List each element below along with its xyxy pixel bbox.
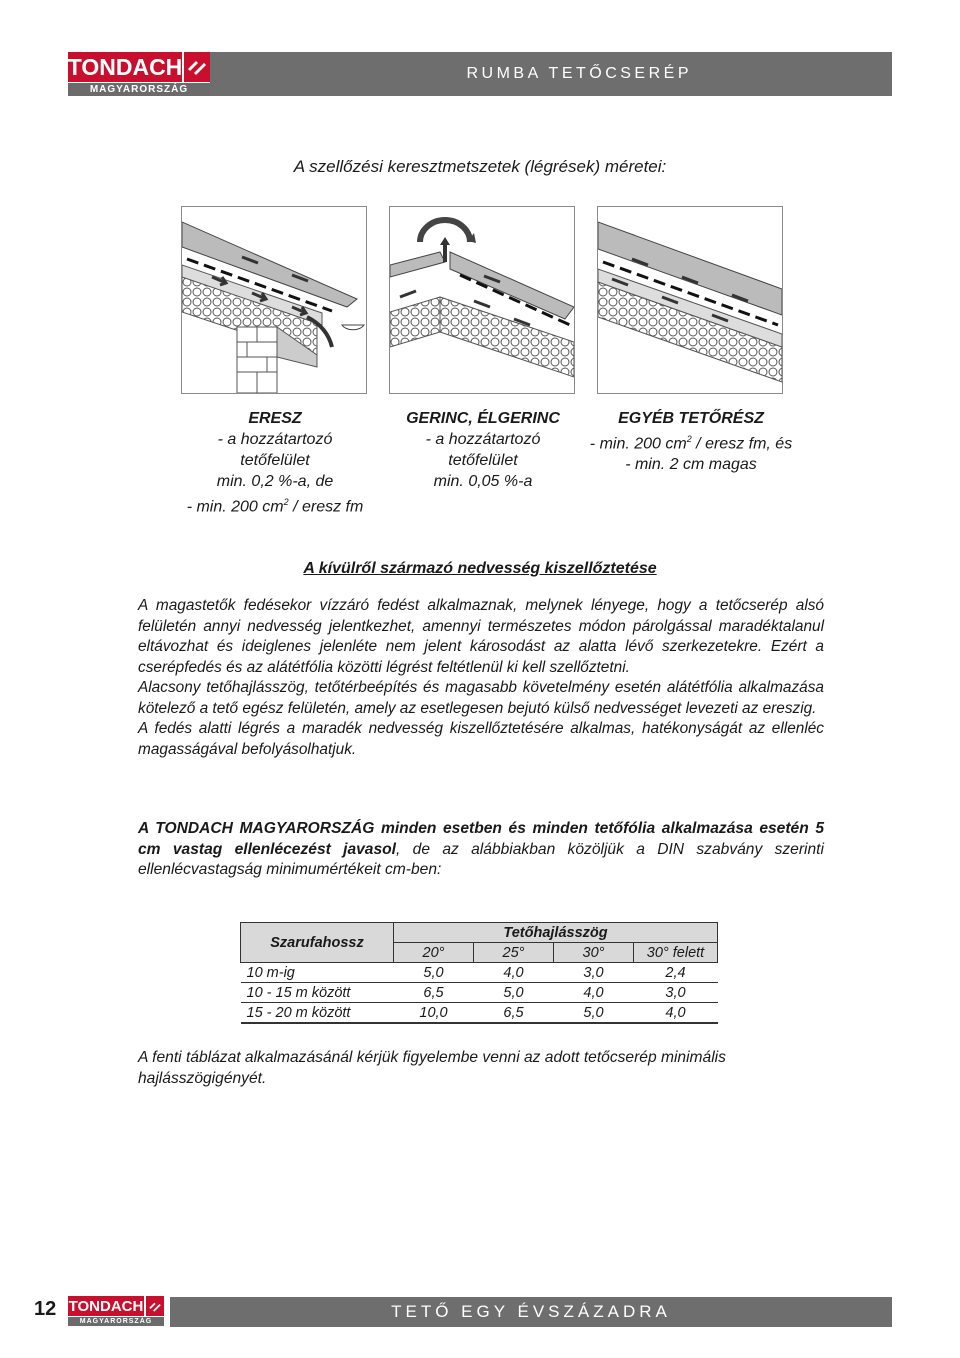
caption-ridge xyxy=(368,408,598,492)
caption-eaves-line: / eresz fm xyxy=(288,498,364,516)
paragraph: A magastetők fedésekor vízzáró fedést alkalmaznak, melynek lényege, hogy a tetőcserép alsó felületén annyi nedvesség jelentkezhet, amennyi természetes módon párolgással maradéktalanul eltávozhat és ideiglenes jelenléte nem jelent károsodást az alatta lévő szerkezetekre. Ezért a cserépfedés és az alátétfólia közötti légrést feltétlenül ki kell szellőztetni. xyxy=(138,597,824,676)
logo-subtitle: MAGYARORSZÁG xyxy=(68,1317,164,1326)
recommendation-rest: , de az alábbiakban közöljük a DIN szabvány szerinti ellenlécvastagság minimumértékeit cm-ben: xyxy=(138,840,824,878)
recommendation-paragraph xyxy=(138,819,824,881)
table-row xyxy=(241,983,718,1003)
caption-eaves-line: - min. 200 cm xyxy=(186,498,284,516)
group-header: Tetőhajlásszög xyxy=(394,923,718,943)
column-header: 20° xyxy=(394,943,474,963)
footer-title: TETŐ EGY ÉVSZÁZADRA xyxy=(391,1302,671,1321)
page-number: 12 xyxy=(34,1298,57,1320)
caption-eaves-line: min. 0,2 %-a, de xyxy=(216,473,334,490)
table-cell: 4,0 xyxy=(554,983,634,1003)
caption-eaves-heading: ERESZ xyxy=(248,410,302,427)
caption-ridge-heading: GERINC, ÉLGERINC xyxy=(406,410,560,427)
table-cell: 2,4 xyxy=(634,963,718,983)
column-header: 30° xyxy=(554,943,634,963)
table-cell: 10,0 xyxy=(394,1003,474,1024)
logo-emblem-icon xyxy=(182,52,210,82)
logo-wordmark: TONDACH xyxy=(68,1297,144,1315)
caption-ridge-line: - a hozzátartozó xyxy=(425,431,541,448)
caption-eaves-line: - a hozzátartozó xyxy=(217,431,333,448)
column-header: 25° xyxy=(474,943,554,963)
paragraph: A fedés alatti légrés a maradék nedvesség kiszellőztetésére alkalmas, hatékonyságát az ellenléc magasságával befolyásolhatjuk. xyxy=(138,720,824,758)
superscript: 2 xyxy=(283,497,289,507)
table-cell: 5,0 xyxy=(474,983,554,1003)
table-cell: 3,0 xyxy=(554,963,634,983)
row-header: Szarufahossz xyxy=(241,923,394,963)
footer-bar xyxy=(170,1297,892,1327)
table-cell: 4,0 xyxy=(634,1003,718,1024)
table-cell: 5,0 xyxy=(394,963,474,983)
table-cell: 5,0 xyxy=(554,1003,634,1024)
paragraph: Alacsony tetőhajlásszög, tetőtérbeépítés és magasabb követelmény esetén alátétfólia alkalmazása kötelező a tető egész felületén, amely az esetlegesen bejutó külső nedvességet levezeti az ereszig. xyxy=(138,679,824,717)
row-label: 15 - 20 m között xyxy=(241,1003,394,1024)
caption-other-roof-part xyxy=(576,408,806,475)
header-logo xyxy=(68,52,210,96)
column-header: 30° felett xyxy=(634,943,718,963)
table-cell: 6,5 xyxy=(474,1003,554,1024)
caption-other-line: / eresz fm, és xyxy=(691,435,793,453)
intro-title: A szellőzési keresztmetszetek (légrések) méretei: xyxy=(293,157,667,176)
caption-eaves-line: tetőfelület xyxy=(240,452,310,469)
logo-wordmark: TONDACH xyxy=(68,52,182,82)
row-label: 10 m-ig xyxy=(241,963,394,983)
recommendation-bold: A TONDACH MAGYARORSZÁG minden esetben és minden tetőfólia alkalmazása esetén 5 cm vastag ellenlécezést javasol xyxy=(138,820,824,858)
diagram-other-roof-part xyxy=(597,206,783,394)
superscript: 2 xyxy=(686,434,692,444)
header-bar xyxy=(210,52,892,96)
logo-emblem-icon xyxy=(144,1296,164,1316)
caption-ridge-line: min. 0,05 %-a xyxy=(433,473,533,490)
caption-other-line: - min. 200 cm xyxy=(589,435,687,453)
caption-ridge-line: tetőfelület xyxy=(448,452,518,469)
footer-logo xyxy=(68,1296,164,1326)
table-row xyxy=(241,963,718,983)
row-label: 10 - 15 m között xyxy=(241,983,394,1003)
table-cell: 6,5 xyxy=(394,983,474,1003)
table-note: A fenti táblázat alkalmazásánál kérjük figyelembe venni az adott tetőcserép minimális hajlásszögigényét. xyxy=(138,1049,726,1087)
caption-other-line: - min. 2 cm magas xyxy=(625,456,757,474)
table-header-row xyxy=(241,923,718,943)
diagram-eaves xyxy=(181,206,367,394)
section-title: A kívülről származó nedvesség kiszellőztetése xyxy=(303,560,657,577)
caption-other-heading: EGYÉB TETŐRÉSZ xyxy=(618,410,764,427)
diagram-ridge xyxy=(389,206,575,394)
batten-thickness-table xyxy=(240,922,718,1024)
table-cell: 3,0 xyxy=(634,983,718,1003)
table-cell: 4,0 xyxy=(474,963,554,983)
body-text xyxy=(138,596,824,760)
caption-eaves xyxy=(160,408,390,517)
header-title: RUMBA TETŐCSERÉP xyxy=(466,65,692,82)
table-row xyxy=(241,1003,718,1024)
logo-subtitle: MAGYARORSZÁG xyxy=(68,83,210,96)
